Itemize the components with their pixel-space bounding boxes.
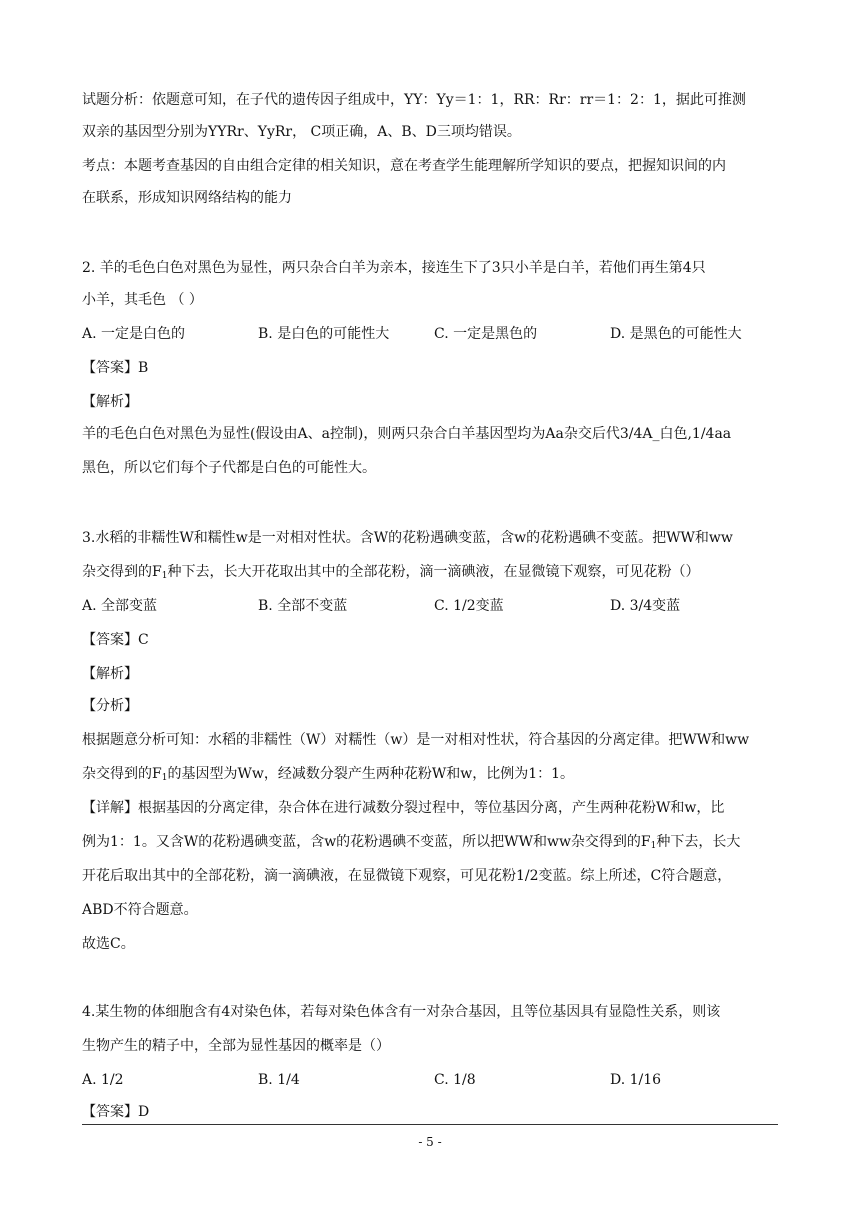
question-4-stem: 生物产生的精子中，全部为显性基因的概率是（） — [82, 1038, 390, 1054]
question-2-option-d: D. 是黑色的可能性大 — [610, 326, 742, 342]
question-3-answer: 【答案】C — [82, 632, 149, 648]
question-3-detail: 开花后取出其中的全部花粉，滴一滴碘液，在显微镜下观察，可见花粉1/2变蓝。综上所述，C符合题意， — [82, 868, 732, 884]
question-3-fenxi: 杂交得到的$F_1$的基因型为Ww，经减数分裂产生两种花粉W和w，比例为1：1。 — [82, 766, 575, 783]
question-3-stem: 3.水稻的非糯性W和糯性w是一对相对性状。含W的花粉遇碘变蓝，含w的花粉遇碘不变蓝。把WW和ww — [82, 530, 733, 546]
question-3-option-c: C. 1/2变蓝 — [434, 598, 504, 614]
question-2-option-c: C. 一定是黑色的 — [434, 326, 538, 342]
analysis-text: 试题分析：依题意可知，在子代的遗传因子组成中，YY：Yy＝1：1，RR：Rr：rr＝1：2：1，据此可推测 — [82, 92, 746, 108]
question-3-detail: 【详解】根据基因的分离定律，杂合体在进行减数分裂过程中，等位基因分离，产生两种花粉W和w，比 — [82, 800, 725, 816]
question-3-stem: 杂交得到的$F_1$种下去，长大开花取出其中的全部花粉，滴一滴碘液，在显微镜下观察，可见花粉（） — [82, 564, 700, 581]
question-2-stem: 2. 羊的毛色白色对黑色为显性，两只杂合白羊为亲本，接连生下了3只小羊是白羊，若他们再生第4只 — [82, 260, 706, 276]
question-4-option-d: D. 1/16 — [610, 1072, 662, 1088]
question-3-option-a: A. 全部变蓝 — [82, 598, 158, 614]
question-4-option-a: A. 1/2 — [82, 1072, 124, 1088]
question-4-option-b: B. 1/4 — [258, 1072, 300, 1088]
question-3-detail: 例为1：1。又含W的花粉遇碘变蓝，含w的花粉遇碘不变蓝，所以把WW和ww杂交得到的$F_1$种下去，长大 — [82, 834, 741, 851]
question-2-answer: 【答案】B — [82, 360, 149, 376]
question-2-analysis-label: 【解析】 — [82, 394, 138, 410]
page-number: - 5 - — [418, 1135, 442, 1149]
question-4-stem: 4.某生物的体细胞含有4对染色体，若每对染色体含有一对杂合基因，且等位基因具有显隐性关系，则该 — [82, 1004, 721, 1020]
question-3-fenxi-label: 【分析】 — [82, 698, 138, 714]
question-2-stem: 小羊，其毛色 （ ） — [82, 292, 203, 308]
question-2-option-b: B. 是白色的可能性大 — [258, 326, 390, 342]
question-3-option-d: D. 3/4变蓝 — [610, 598, 681, 614]
knowledge-point-text: 在联系，形成知识网络结构的能力 — [82, 190, 292, 206]
question-4-answer: 【答案】D — [82, 1104, 150, 1120]
question-3-detail: ABD不符合题意。 — [82, 902, 198, 918]
question-2-option-a: A. 一定是白色的 — [82, 326, 186, 342]
footer-divider — [82, 1124, 778, 1125]
question-3-analysis-label: 【解析】 — [82, 666, 138, 682]
question-2-analysis: 羊的毛色白色对黑色为显性(假设由A、a控制)，则两只杂合白羊基因型均为Aa杂交后代3/4A_白色,1/4aa — [82, 426, 732, 442]
knowledge-point-text: 考点：本题考查基因的自由组合定律的相关知识，意在考查学生能理解所学知识的要点，把握知识间的内 — [82, 158, 726, 174]
question-3-fenxi: 根据题意分析可知：水稻的非糯性（W）对糯性（w）是一对相对性状，符合基因的分离定律。把WW和ww — [82, 732, 750, 748]
question-2-analysis: 黑色，所以它们每个子代都是白色的可能性大。 — [82, 460, 376, 476]
analysis-text: 双亲的基因型分别为YYRr、YyRr， C项正确，A、B、D三项均错误。 — [82, 124, 521, 140]
question-3-conclusion: 故选C。 — [82, 936, 135, 952]
question-3-option-b: B. 全部不变蓝 — [258, 598, 348, 614]
question-4-option-c: C. 1/8 — [434, 1072, 476, 1088]
